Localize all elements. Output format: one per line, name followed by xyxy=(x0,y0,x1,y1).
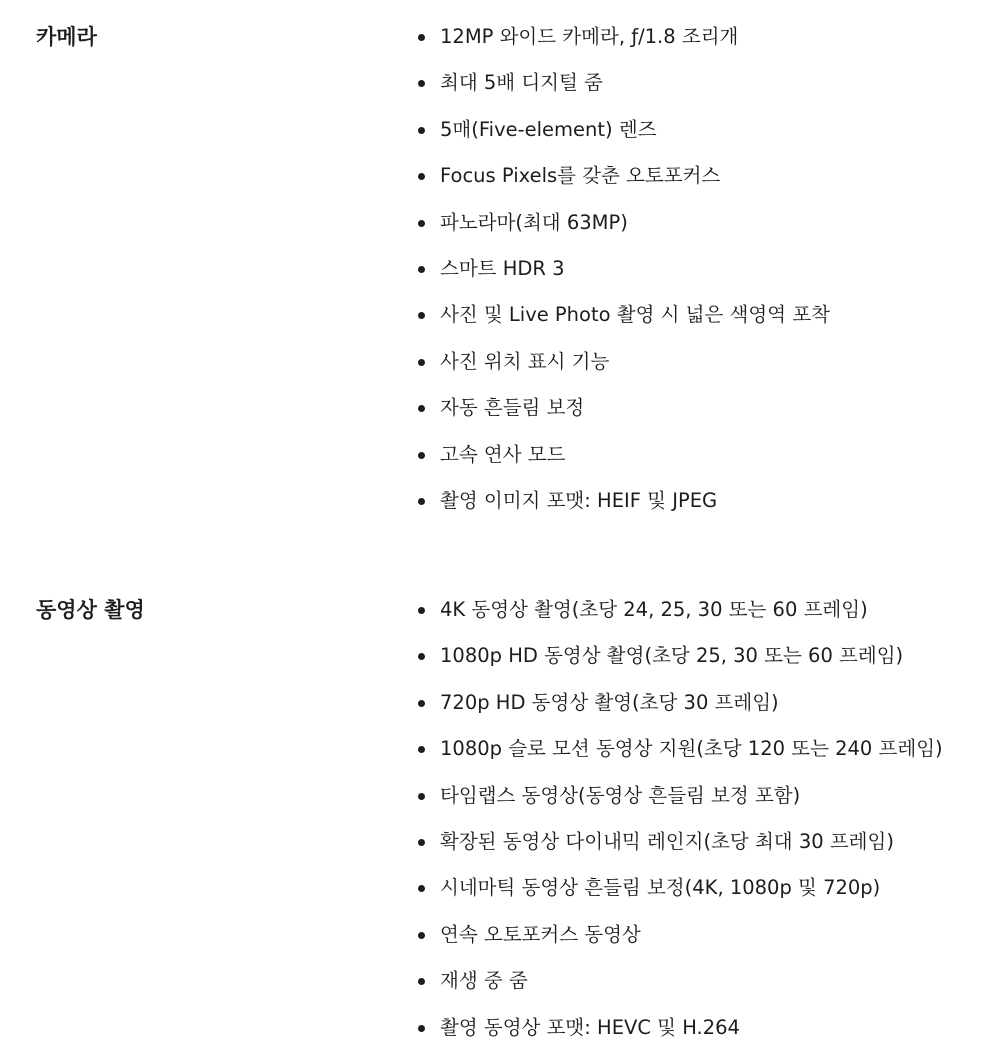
spec-text: Focus Pixels를 갖춘 오토포커스 xyxy=(440,164,721,188)
video-section-title: 동영상 촬영 xyxy=(36,598,145,622)
spec-text: 1080p 슬로 모션 동영상 지원(초당 120 또는 240 프레임) xyxy=(440,737,943,761)
bullet-icon xyxy=(418,266,425,273)
bullet-icon xyxy=(418,498,425,505)
bullet-icon xyxy=(418,932,425,939)
camera-spec-item xyxy=(418,255,993,301)
spec-text: 자동 흔들림 보정 xyxy=(440,396,585,420)
bullet-icon xyxy=(418,653,425,660)
spec-text: 파노라마(최대 63MP) xyxy=(440,210,628,234)
camera-spec-item xyxy=(418,69,993,115)
spec-text: 720p HD 동영상 촬영(초당 30 프레임) xyxy=(440,690,779,714)
video-spec-list xyxy=(418,596,993,1060)
video-spec-item xyxy=(418,828,993,874)
camera-spec-item xyxy=(418,23,993,69)
bullet-icon xyxy=(418,220,425,227)
spec-text: 재생 중 줌 xyxy=(440,969,528,993)
camera-spec-item xyxy=(418,116,993,162)
camera-spec-item xyxy=(418,441,993,487)
spec-text: 최대 5배 디지털 줌 xyxy=(440,71,603,95)
bullet-icon xyxy=(418,80,425,87)
video-spec-item xyxy=(418,921,993,967)
spec-text: 촬영 이미지 포맷: HEIF 및 JPEG xyxy=(440,488,718,512)
bullet-icon xyxy=(418,405,425,412)
spec-text: 사진 위치 표시 기능 xyxy=(440,349,610,373)
spec-text: 연속 오토포커스 동영상 xyxy=(440,922,641,946)
camera-spec-item xyxy=(418,209,993,255)
bullet-icon xyxy=(418,34,425,41)
camera-spec-item xyxy=(418,301,993,347)
spec-text: 5매(Five-element) 렌즈 xyxy=(440,117,657,141)
camera-spec-item xyxy=(418,394,993,440)
video-spec-item xyxy=(418,874,993,920)
video-spec-item xyxy=(418,642,993,688)
camera-spec-list xyxy=(418,23,993,533)
video-spec-item xyxy=(418,782,993,828)
spec-text: 12MP 와이드 카메라, ƒ/1.8 조리개 xyxy=(440,25,739,48)
spec-text: 1080p HD 동영상 촬영(초당 25, 30 또는 60 프레임) xyxy=(440,644,904,668)
camera-spec-item xyxy=(418,162,993,208)
bullet-icon xyxy=(418,127,425,134)
camera-spec-item xyxy=(418,348,993,394)
spec-text: 촬영 동영상 포맷: HEVC 및 H.264 xyxy=(440,1015,740,1039)
bullet-icon xyxy=(418,885,425,892)
spec-text: 시네마틱 동영상 흔들림 보정(4K, 1080p 및 720p) xyxy=(440,876,881,900)
video-spec-item xyxy=(418,1014,993,1060)
video-spec-item xyxy=(418,689,993,735)
video-spec-item xyxy=(418,735,993,781)
spec-text: 확장된 동영상 다이내믹 레인지(초당 최대 30 프레임) xyxy=(440,829,894,853)
camera-section-title: 카메라 xyxy=(36,25,97,49)
bullet-icon xyxy=(418,839,425,846)
spec-text: 스마트 HDR 3 xyxy=(440,256,565,280)
bullet-icon xyxy=(418,793,425,800)
bullet-icon xyxy=(418,359,425,366)
spec-text: 타임랩스 동영상(동영상 흔들림 보정 포함) xyxy=(440,783,801,807)
spec-text: 4K 동영상 촬영(초당 24, 25, 30 또는 60 프레임) xyxy=(440,598,868,621)
spec-text: 사진 및 Live Photo 촬영 시 넓은 색영역 포착 xyxy=(440,303,830,327)
bullet-icon xyxy=(418,607,425,614)
video-spec-item xyxy=(418,596,993,642)
bullet-icon xyxy=(418,452,425,459)
bullet-icon xyxy=(418,173,425,180)
bullet-icon xyxy=(418,746,425,753)
bullet-icon xyxy=(418,700,425,707)
bullet-icon xyxy=(418,978,425,985)
video-spec-item xyxy=(418,967,993,1013)
camera-spec-item xyxy=(418,487,993,533)
bullet-icon xyxy=(418,1025,425,1032)
bullet-icon xyxy=(418,312,425,319)
spec-text: 고속 연사 모드 xyxy=(440,442,566,466)
